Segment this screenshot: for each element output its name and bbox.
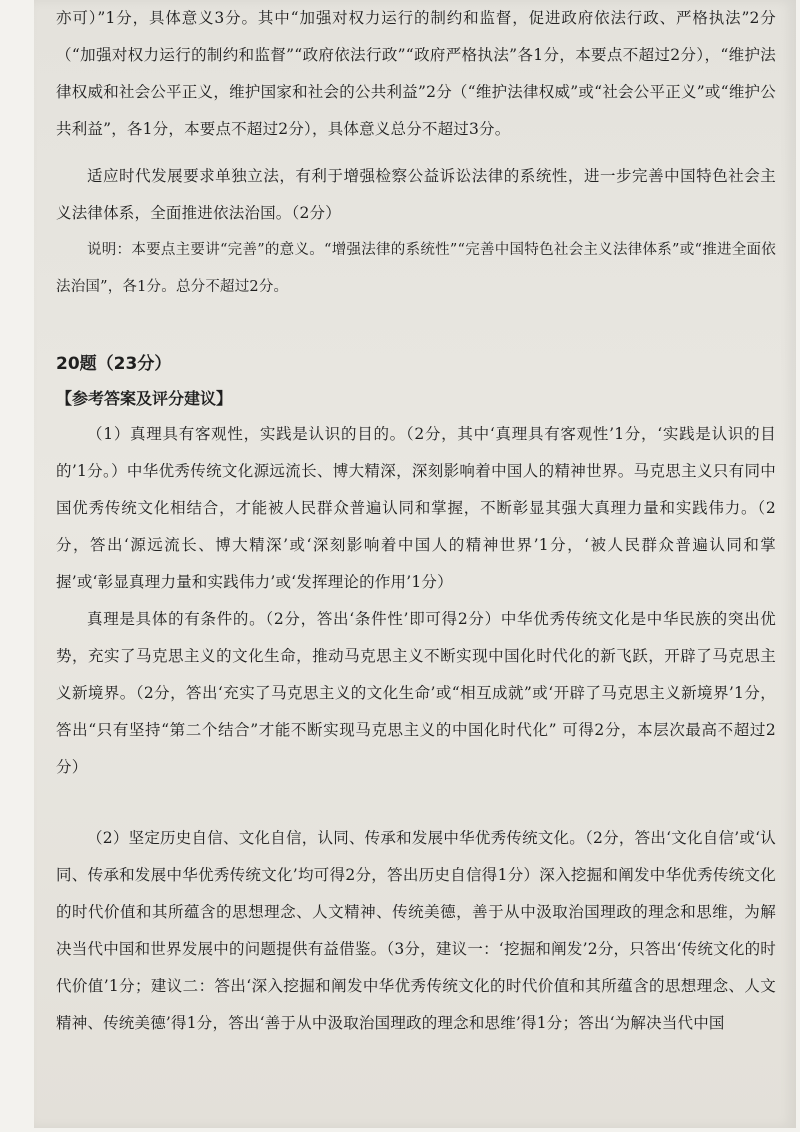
document-page	[34, 0, 796, 1128]
q19-answer-point: 适应时代发展要求单独立法，有利于增强检察公益诉讼法律的系统性，进一步完善中国特色社会主义法律体系，全面推进依法治国。（2分）	[56, 167, 776, 222]
q19-explanation-note: 说明：本要点主要讲“完善”的意义。“增强法律的系统性”“完善中国特色社会主义法律体系”或“推进全面依法治国”，各1分。总分不超过2分。	[56, 242, 776, 295]
q20-part2-paragraph: （2）坚定历史自信、文化自信，认同、传承和发展中华优秀传统文化。（2分，答出‘文化自信’或‘认同、传承和发展中华优秀传统文化’均可得2分，答出历史自信得1分）深入挖掘和阐发中华优秀传统文化的时代价值和其所蕴含的思想理念、人文精神、传统美德，善于从中汲取治国理政的理念和思维，为解决当代中国和世界发展中的问题提供有益借鉴。（3分，建议一：‘挖掘和阐发’2分，只答出‘传统文化的时代价值’1分；建议二：答出‘深入挖掘和阐发中华优秀传统文化的时代价值和其所蕴含的思想理念、人文精神、传统美德’得1分，答出‘善于从中汲取治国理政的理念和思维’得1分；答出‘为解决当代中国	[56, 829, 776, 1032]
page-content	[56, 0, 776, 1042]
q20-part1-paragraph: （1）真理具有客观性，实践是认识的目的。（2分，其中‘真理具有客观性’1分，‘实践是认识的目的’1分。）中华优秀传统文化源远流长、博大精深，深刻影响着中国人的精神世界。马克思主义只有同中国优秀传统文化相结合，才能被人民群众普遍认同和掌握，不断彰显其强大真理力量和实践伟力。（2分，答出‘源远流长、博大精深’或‘深刻影响着中国人的精神世界’1分，‘被人民群众普遍认同和掌握’或‘彰显真理力量和实践伟力’或‘发挥理论的作用’1分）	[56, 425, 776, 591]
q19-scoring-detail: 亦可）”1分，具体意义3分。其中“加强对权力运行的制约和监督，促进政府依法行政、严格执法”2分（“加强对权力运行的制约和监督”“政府依法行政”“政府严格执法”各1分，本要点不超过2分），“维护法律权威和社会公平正义，维护国家和社会的公共利益”2分（“维护法律权威”或“社会公平正义”或“维护公共利益”，各1分，本要点不超过2分），具体意义总分不超过3分。	[56, 9, 776, 138]
q20-answer-heading: 【参考答案及评分建议】	[56, 389, 233, 408]
q20-part1-paragraph-2: 真理是具体的有条件的。（2分，答出‘条件性’即可得2分）中华优秀传统文化是中华民族的突出优势，充实了马克思主义的文化生命，推动马克思主义不断实现中国化时代化的新飞跃，开辟了马克思主义新境界。（2分，答出‘充实了马克思主义的文化生命’或“相互成就”或‘开辟了马克思主义新境界’1分，答出“只有坚持“第二个结合”才能不断实现马克思主义的中国化时代化” 可得2分，本层次最高不超过2分）	[56, 610, 776, 776]
q20-title: 20题（23分）	[56, 354, 172, 374]
